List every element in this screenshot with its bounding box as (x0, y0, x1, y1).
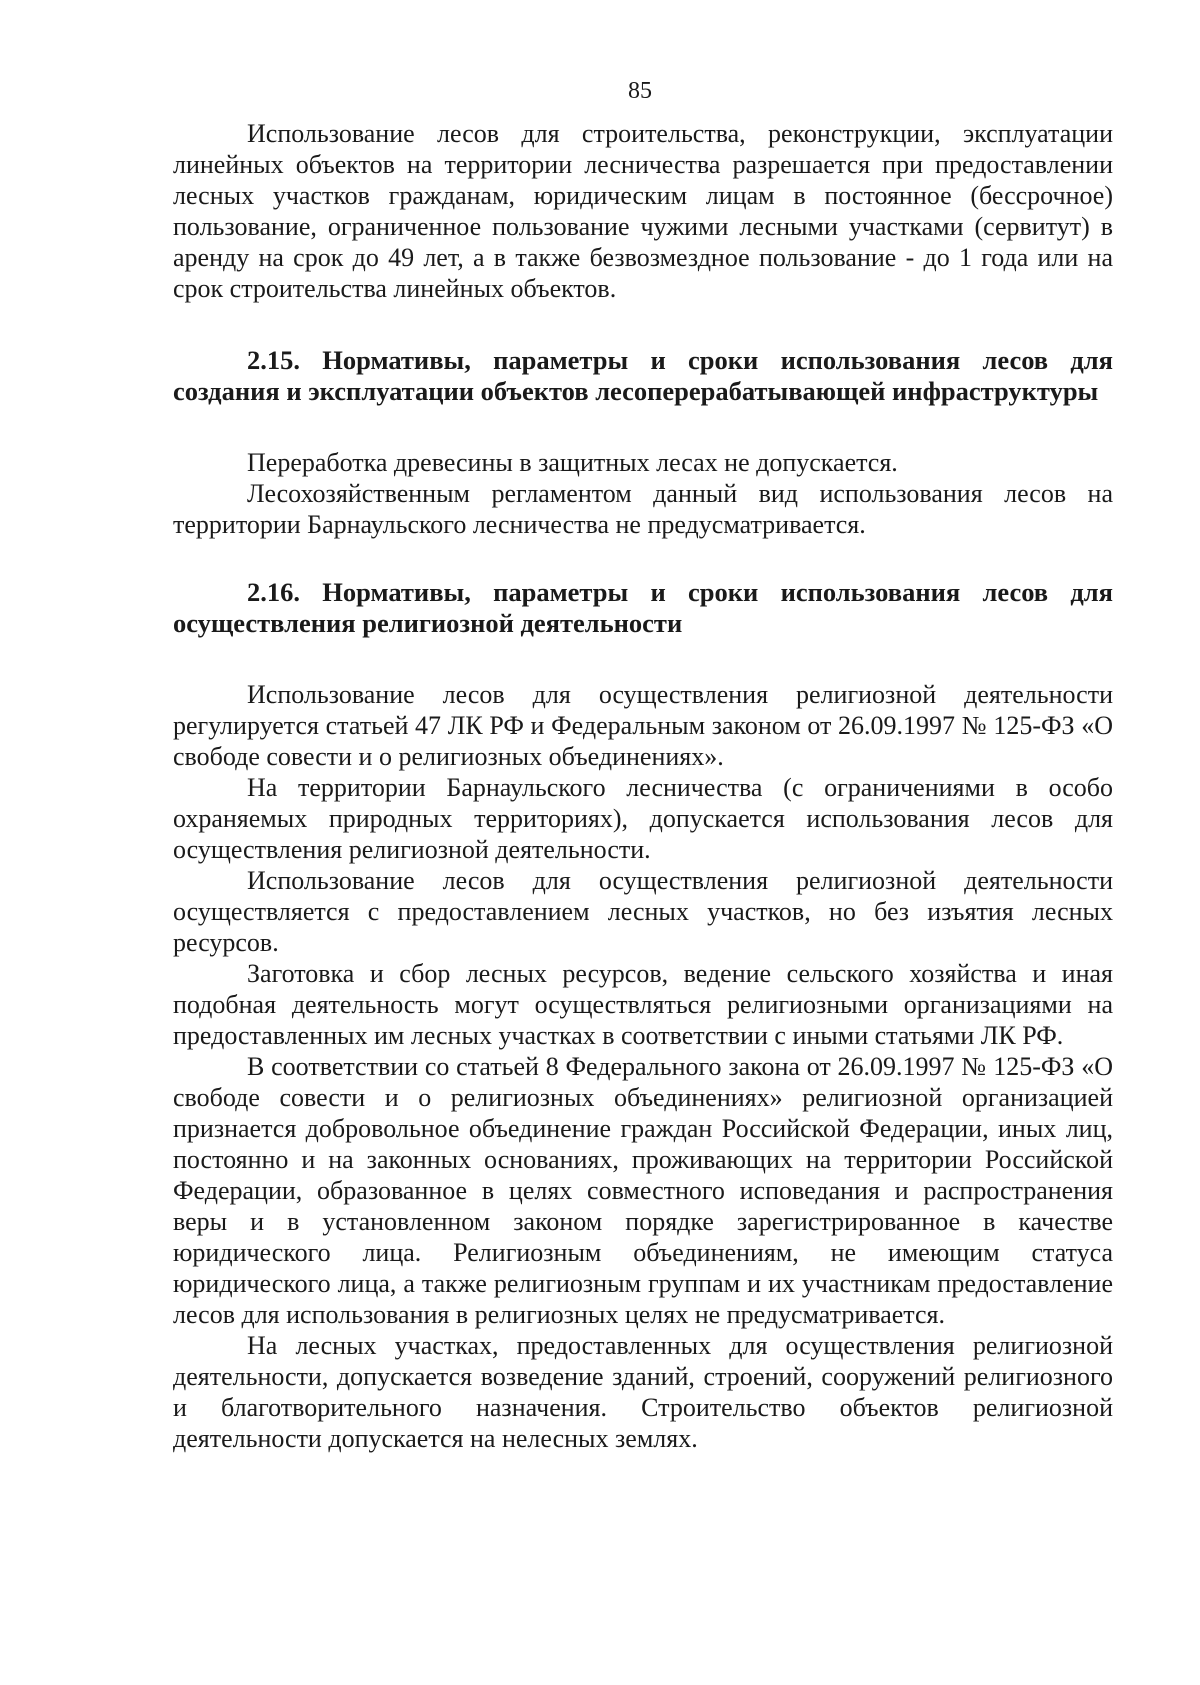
intro-paragraph: Использование лесов для строительства, реконструкции, эксплуатации линейных объектов на территории лесничества разрешается при предоставлении лесных участков гражданам, юридическим лицам в постоянное (бессрочное) пользование, ограниченное пользование чужими лесными участками (сервитут) в аренду на срок до 49 лет, а в также безвозмездное пользование - до 1 года или на срок строительства линейных объектов. (173, 119, 1113, 303)
page-content (173, 118, 1113, 1454)
section-2-16-paragraph: Использование лесов для осуществления религиозной деятельности осуществляется с предоставлением лесных участков, но без изъятия лесных ресурсов. (173, 866, 1113, 957)
page-number: 85 (628, 78, 652, 104)
section-2-16-paragraph: Использование лесов для осуществления религиозной деятельности регулируется статьей 47 ЛК РФ и Федеральным законом от 26.09.1997 № 125-ФЗ «О свободе совести и о религиозных объединениях». (173, 680, 1113, 771)
section-2-16-paragraph: В соответствии со статьей 8 Федерального закона от 26.09.1997 № 125-ФЗ «О свободе совести и о религиозных объединениях» религиозной организацией признается добровольное объединение граждан Российской Федерации, иных лиц, постоянно и на законных основаниях, проживающих на территории Российской Федерации, образованное в целях совместного исповедания и распространения веры и в установленном законом порядке зарегистрированное в качестве юридического лица. Религиозным объединениям, не имеющим статуса юридического лица, а также религиозным группам и их участникам предоставление лесов для использования в религиозных целях не предусматривается. (173, 1052, 1113, 1329)
section-2-16-paragraph: На территории Барнаульского лесничества (с ограничениями в особо охраняемых природных территориях), допускается использования лесов для осуществления религиозной деятельности. (173, 773, 1113, 864)
section-heading-2-16: 2.16. Нормативы, параметры и сроки использования лесов для осуществления религиозной деятельности (173, 577, 1113, 638)
section-2-16-paragraph: На лесных участках, предоставленных для осуществления религиозной деятельности, допускается возведение зданий, строений, сооружений религиозного и благотворительного назначения. Строительство объектов религиозной деятельности допускается на нелесных землях. (173, 1331, 1113, 1453)
section-2-15-paragraph: Лесохозяйственным регламентом данный вид использования лесов на территории Барнаульского лесничества не предусматривается. (173, 479, 1113, 539)
section-2-16-paragraph: Заготовка и сбор лесных ресурсов, ведение сельского хозяйства и иная подобная деятельность могут осуществляться религиозными организациями на предоставленных им лесных участках в соответствии с иными статьями ЛК РФ. (173, 959, 1113, 1050)
section-2-15-paragraph: Переработка древесины в защитных лесах не допускается. (247, 448, 898, 477)
section-heading-2-15: 2.15. Нормативы, параметры и сроки использования лесов для создания и эксплуатации объектов лесоперерабатывающей инфраструктуры (173, 345, 1113, 406)
